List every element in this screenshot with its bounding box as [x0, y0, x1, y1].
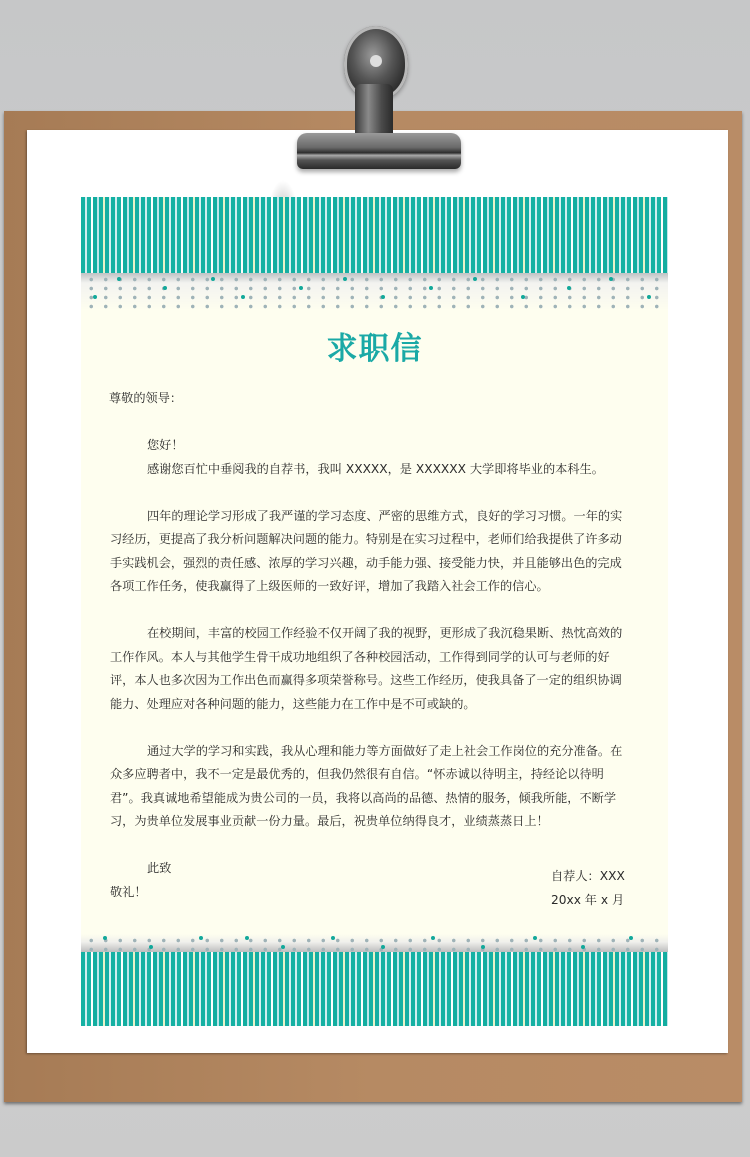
dot-decoration	[103, 936, 107, 940]
date: 20xx 年 x 月	[551, 892, 625, 907]
dot-decoration	[117, 277, 121, 281]
top-stripe-border	[81, 197, 668, 273]
dot-decoration	[149, 945, 153, 949]
dot-decoration	[481, 945, 485, 949]
dot-decoration	[163, 286, 167, 290]
letter-body	[110, 387, 630, 904]
dot-decoration	[93, 295, 97, 299]
salutation: 尊敬的领导：	[109, 391, 183, 405]
dot-decoration	[609, 277, 613, 281]
paragraph: 在校期间，丰富的校园工作经验不仅开阔了我的视野，更形成了我沉稳果断、热忱高效的工作作风。本人与其他学生骨干成功地组织了各种校园活动，工作得到同学的认可与老师的好评，本人也多次因为工作出色而赢得多项荣誉称号。这些工作经历，使我具备了一定的组织协调能力、处理应对各种问题的能力，这些能力在工作中是不可或缺的。	[110, 626, 623, 711]
paragraph: 四年的理论学习形成了我严谨的学习态度、严密的思维方式，良好的学习习惯。一年的实习经历，更提高了我分析问题解决问题的能力。特别是在实习过程中，老师们给我提供了许多动手实践机会，强烈的责任感、浓厚的学习兴趣，动手能力强、接受能力快，并且能够出色的完成各项工作任务，使我赢得了上级医师的一致好评，增加了我踏入社会工作的信心。	[110, 508, 623, 593]
dot-decoration	[245, 936, 249, 940]
dot-decoration	[473, 277, 477, 281]
bottom-dot-band	[81, 934, 668, 952]
paragraph: 通过大学的学习和实践，我从心理和能力等方面做好了走上社会工作岗位的充分准备。在众多应聘者中，我不一定是最优秀的，但我仍然很有自信。“怀赤诚以待明主，持经论以待明君”。我真诚地希望能成为贵公司的一员，我将以高尚的品德、热情的服务，倾我所能，不断学习，为贵单位发展事业贡献一份力量。最后，祝贵单位纳得良才，业绩蒸蒸日上！	[110, 743, 623, 828]
page-title: 求职信	[326, 331, 423, 367]
dot-decoration	[381, 945, 385, 949]
dot-decoration	[331, 936, 335, 940]
closing-line-1: 此致	[147, 861, 172, 875]
letter-page	[81, 197, 668, 1026]
dot-decoration	[429, 286, 433, 290]
dot-decoration	[431, 936, 435, 940]
clip-hole	[370, 55, 382, 67]
dot-decoration	[381, 295, 385, 299]
intro-line: 感谢您百忙中垂阅我的自荐书，我叫 XXXXX，是 XXXXXX 大学即将毕业的本科生。	[147, 461, 604, 476]
greeting: 您好！	[147, 438, 184, 452]
clip-neck	[355, 84, 393, 140]
dot-decoration	[533, 936, 537, 940]
dot-decoration	[581, 945, 585, 949]
top-dot-band	[81, 273, 668, 311]
dot-decoration	[299, 286, 303, 290]
clip-base	[297, 133, 461, 169]
dot-decoration	[629, 936, 633, 940]
dot-decoration	[521, 295, 525, 299]
closing-line-2: 敬礼！	[110, 884, 147, 899]
signature-block	[551, 865, 625, 912]
dot-decoration	[211, 277, 215, 281]
dot-decoration	[567, 286, 571, 290]
dot-decoration	[281, 945, 285, 949]
signature: 自荐人：XXX	[551, 869, 625, 883]
dot-decoration	[241, 295, 245, 299]
dot-decoration	[647, 295, 651, 299]
dot-decoration	[199, 936, 203, 940]
dot-decoration	[343, 277, 347, 281]
bottom-stripe-border	[81, 952, 668, 1026]
